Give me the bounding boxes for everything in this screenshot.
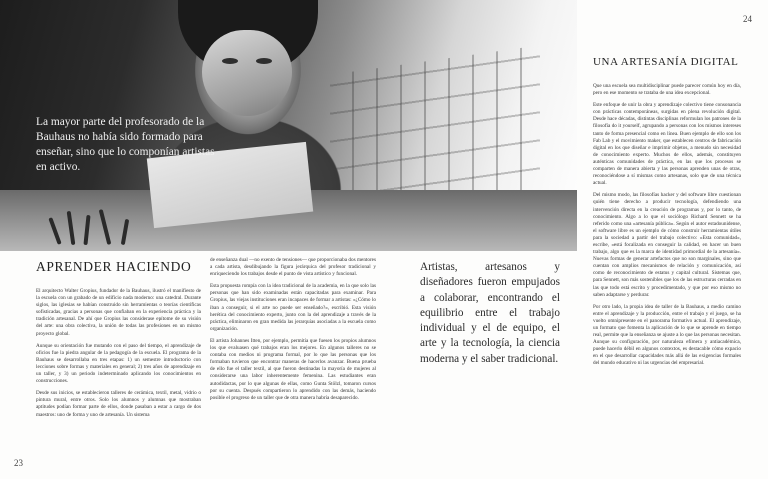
bauhaus-workshop-photo [0, 0, 577, 251]
right-column [593, 83, 741, 373]
page-number-right: 24 [743, 14, 752, 24]
paragraph: Del mismo modo, las filosofías hacker y del software libre cuestionan quién tiene derecho a producir tecnología, defendiendo una intervención directa en la creación de programas y, por lo tanto, de conocimiento. Algo a lo que el sociólogo Richard Sennett se ha referido como una «artesanía pública». Según el autor estadounidense, el software libre es un ejemplo de cómo construir herramientas útiles para la sociedad a partir del trabajo colectivo: «Esta comunidad», escribe, «está focalizada en conseguir la calidad, en hacer un buen trabajo, algo que es la marca de identidad primordial de la artesanía». Nuevas formas de generar artefactos que no son marginales, sino que cuentan con amplios mecanismos de relación y comunicación, así como de reconocimiento de estatus y capital cultural. Sistemas que, para Sennett, son más sostenibles que los de las estructuras cerradas en las que todo está escrito y procedimentado, y que por eso mismo no saben adaptarse y perdurar. [593, 192, 741, 298]
paragraph: Desde sus inicios, se establecieron talleres de cerámica, textil, metal, vidrio o pintura mural, entre otros. Solo los alumnos y alumnas que mostraban aptitudes podían formar parte de ellos, donde pasaban a estar a cargo de dos maestros: uno de forma y uno de artesanía. Un sistema [36, 390, 201, 418]
person-face [202, 30, 292, 116]
left-column-2 [210, 257, 376, 407]
left-column-1 [36, 288, 201, 424]
photo-quote: La mayor parte del profesorado de la Bauhaus no había sido formado para enseñar, sino que lo componían artistas en activo. [36, 116, 215, 173]
paragraph: Que una escuela sea multidisciplinar puede parecer común hoy en día, pero en ese momento se trataba de una idea excepcional. [593, 83, 741, 97]
pull-quote: Artistas, artesanos y diseñadores fueron empujados a colaborar, encontrando el equilibrio entre el trabajo individual y el de equipo, el arte y la tecnología, la ciencia moderna y el saber tradicional. [420, 261, 560, 365]
paragraph: Este enfoque de unir la obra y aprendizaje colectivo tiene consonancia con prácticas contemporáneas, surgidas en plena revolución digital. Desde hace décadas, distintas disciplinas reformulan los patrones de la filosofía do it yourself, agrupando a personas con los mismos intereses tanto de forma presencial como en línea. Buen ejemplo de ello son los Fab Lab y el movimiento maker, que establecen centros de fabricación digital en los que diseñar e imprimir objetos, a menudo sin necesidad de conocimiento experto. Muchos de ellos, además, constituyen auténticas comunidades de práctica, en las que los procesos se comparten de manera abierta y las personas aprenden unas de otras, reconociéndose a sí mismas como artesanas, solo que de una técnica actual. [593, 102, 741, 187]
section-heading-aprender: APRENDER HACIENDO [36, 259, 192, 274]
paragraph: El arquitecto Walter Gropius, fundador de la Bauhaus, ilustró el manifiesto de la escuela con un grabado de un edificio nada moderno: una catedral. Durante siglos, las iglesias se habían construido sin herramientas o teorías científicas sofisticadas, gracias a personas que confiaban en la experiencia práctica y la tradición artesanal. De ahí que Gropius las considerase epítome de su visión del arte: una obra colectiva, la unión de todas las profesiones en un mismo proyecto global. [36, 288, 201, 337]
paragraph: El artista Johannes Itten, por ejemplo, permitía que fuesen los propios alumnos los que evaluasen qué trabajos eran los mejores. En algunos talleres no se contaba con medios ni programa formal, por lo que las personas que los formaban tuvieron que encontrar maneras de hacerlos avanzar. Buena prueba de ello fue el taller textil, al que fueron destinadas la mayoría de mujeres al considerarse una labor inherentemente femenina. Las estudiantes eran autodidactas, por lo que algunas de ellas, como Gunta Stölzl, tomaron cursos por su cuenta. Después compartieron lo aprendido con las demás, haciendo posible el progreso de un taller que de otra manera habría desaparecido. [210, 337, 376, 401]
paragraph: Por otro lado, la propia idea de taller de la Bauhaus, a medio camino entre el aprendizaje y la producción, entre el trabajo y el juego, se ha vuelto omnipresente en el panorama formativo actual. El aprendizaje, un formato que fomenta la aplicación de lo que se aprende en tiempo real, permite que la enseñanza se ajuste a lo que las personas necesitan. Aunque su configuración, por naturaleza efímera y antiacadémica, puede hacerlo débil en algunos contextos, es destacable cómo expacio en el que desarrollar capacidades más allá de las exigencias formales del mundo educativo ni las urgencias del empresarial. [593, 303, 741, 367]
paragraph: de enseñanza dual —no exento de tensiones— que proporcionaba dos mentores a cada artista, desdibujando la figura jerárquica del profesor tradicional y enriqueciendo los trabajos desde el punto de vista artístico y funcional. [210, 257, 376, 278]
paragraph: Esta propuesta rompía con la idea tradicional de la academia, en la que solo las personas que han sido examinadas están capacitadas para examinar. Para Gropius, las viejas instituciones eran incapaces de formar a artistas: «¿Cómo lo iban a conseguir, si el arte no puede ser enseñado?», escribió. Esta visión herética del conocimiento experto, junto con la del aprendizaje a través de la práctica, eliminaron en gran medida las jerarquías asociadas a la escuela como organización. [210, 283, 376, 332]
page-number-left: 23 [14, 458, 23, 468]
person-eye [222, 58, 238, 64]
section-heading-artesania: UNA ARTESANÍA DIGITAL [593, 56, 739, 68]
person-eye [256, 58, 272, 64]
paragraph: Aunque su orientación fue mutando con el paso del tiempo, el aprendizaje de oficios fue la piedra angular de la pedagogía de la escuela. El programa de la Bauhaus se desarrollaba en tres etapas: 1) un semestre introductorio con lecciones sobre formas y materiales en general; 2) tres años de aprendizaje en un taller, y 3) un periodo indeterminado aplicando los conocimientos en construcciones. [36, 342, 201, 385]
hand-tools [45, 205, 165, 245]
